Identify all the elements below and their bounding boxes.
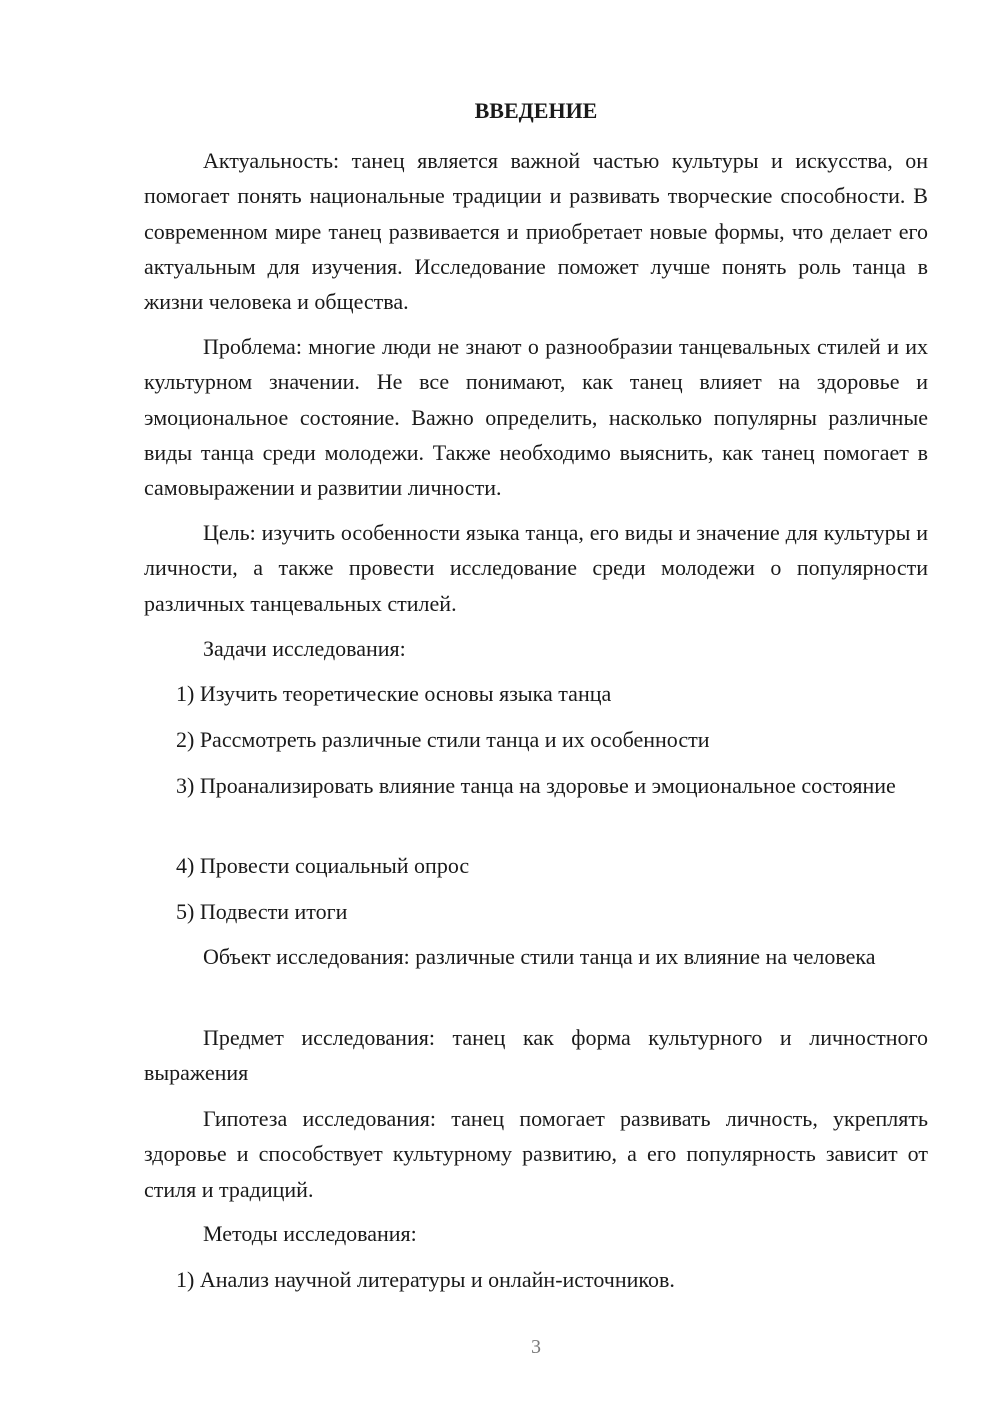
document-page: [144, 0, 928, 1414]
tasks-heading: Задачи исследования:: [203, 636, 406, 661]
paragraph-object: Объект исследования: различные стили танца и их влияние на человека: [203, 944, 876, 969]
paragraph-goal: Цель: изучить особенности языка танца, его виды и значение для культуры и личности, а также провести исследование среди молодежи о популярности различных танцевальных стилей.: [144, 520, 928, 616]
task-item-1: 1) Изучить теоретические основы языка танца: [176, 681, 612, 706]
page-number: 3: [531, 1336, 541, 1358]
paragraph-problem: Проблема: многие люди не знают о разнообразии танцевальных стилей и их культурном значении. Не все понимают, как танец влияет на здоровье и эмоциональное состояние. Важно определить, насколько популярны различные виды танца среди молодежи. Также необходимо выяснить, как танец помогает в самовыражении и развитии личности.: [144, 334, 928, 501]
page-title: ВВЕДЕНИЕ: [474, 98, 598, 123]
method-item-1: 1) Анализ научной литературы и онлайн-источников.: [176, 1267, 675, 1292]
task-item-3: 3) Проанализировать влияние танца на здоровье и эмоциональное состояние: [176, 773, 896, 798]
paragraph-hypothesis: Гипотеза исследования: танец помогает развивать личность, укреплять здоровье и способствует культурному развитию, а его популярность зависит от стиля и традиций.: [144, 1106, 928, 1202]
paragraph-relevance: Актуальность: танец является важной частью культуры и искусства, он помогает понять национальные традиции и развивать творческие способности. В современном мире танец развивается и приобретает новые формы, что делает его актуальным для изучения. Исследование поможет лучше понять роль танца в жизни человека и общества.: [144, 148, 928, 315]
task-item-2: 2) Рассмотреть различные стили танца и их особенности: [176, 727, 710, 752]
paragraph-subject: Предмет исследования: танец как форма культурного и личностного выражения: [144, 1025, 928, 1086]
task-item-4: 4) Провести социальный опрос: [176, 853, 470, 878]
methods-heading: Методы исследования:: [203, 1221, 417, 1246]
task-item-5: 5) Подвести итоги: [176, 899, 348, 924]
